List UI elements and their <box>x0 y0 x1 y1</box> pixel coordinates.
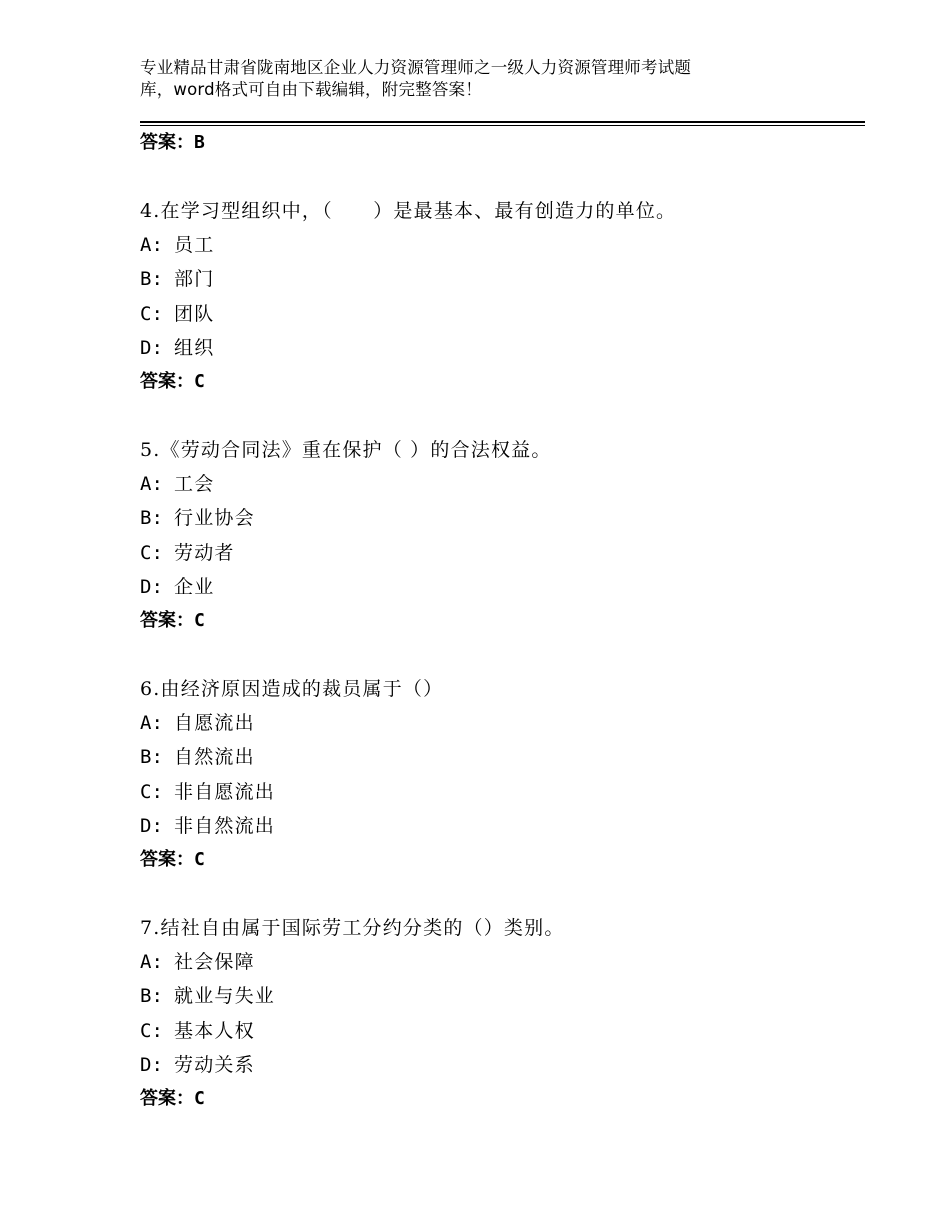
option-letter: D: <box>140 1054 163 1076</box>
option-letter: B: <box>140 268 163 290</box>
answer-value: C <box>194 1088 205 1109</box>
option-text: 自愿流出 <box>174 712 255 734</box>
option-text: 社会保障 <box>174 951 255 973</box>
option-text: 行业协会 <box>174 507 255 529</box>
option-text: 企业 <box>174 576 215 598</box>
option-text: 就业与失业 <box>174 985 276 1007</box>
question-5-option-b <box>140 505 255 531</box>
option-text: 劳动关系 <box>174 1054 255 1076</box>
question-6-text: 6.由经济原因造成的裁员属于（） <box>140 678 444 700</box>
option-letter: A: <box>140 473 163 495</box>
question-5-option-a <box>140 471 214 497</box>
option-text: 部门 <box>174 268 215 290</box>
option-letter: D: <box>140 576 163 598</box>
question-6-option-b <box>140 744 255 770</box>
option-letter: A: <box>140 712 163 734</box>
question-7-option-d <box>140 1052 255 1078</box>
option-text: 团队 <box>174 303 215 325</box>
option-letter: B: <box>140 746 163 768</box>
question-4-option-d <box>140 335 214 361</box>
question-4-option-a <box>140 232 214 258</box>
question-6-option-d <box>140 813 275 839</box>
answer-label: 答案： <box>140 371 194 392</box>
question-7-option-a <box>140 949 255 975</box>
question-6-answer <box>140 848 205 872</box>
question-4-option-b <box>140 266 214 292</box>
answer-label: 答案： <box>140 849 194 870</box>
header-rule-thick <box>140 121 865 123</box>
option-letter: C: <box>140 781 163 803</box>
answer-value: C <box>194 371 205 392</box>
option-letter: B: <box>140 985 163 1007</box>
previous-answer <box>140 131 205 155</box>
answer-value: C <box>194 849 205 870</box>
answer-label: 答案： <box>140 132 194 153</box>
answer-value: C <box>194 610 205 631</box>
question-5-text: 5.《劳动合同法》重在保护（ ）的合法权益。 <box>140 439 552 461</box>
answer-label: 答案： <box>140 610 194 631</box>
option-letter: B: <box>140 507 163 529</box>
option-text: 员工 <box>174 234 215 256</box>
option-text: 组织 <box>174 337 215 359</box>
header-line-1: 专业精品甘肃省陇南地区企业人力资源管理师之一级人力资源管理师考试题 <box>140 58 692 77</box>
option-letter: D: <box>140 337 163 359</box>
option-letter: C: <box>140 303 163 325</box>
document-header <box>140 57 840 101</box>
question-7-text: 7.结社自由属于国际劳工分约分类的（）类别。 <box>140 917 565 939</box>
question-6-option-a <box>140 710 255 736</box>
question-5-option-c <box>140 540 235 566</box>
question-4-text: 4.在学习型组织中，（ ）是最基本、最有创造力的单位。 <box>140 200 677 222</box>
option-text: 自然流出 <box>174 746 255 768</box>
answer-value: B <box>194 132 205 153</box>
question-7-option-c <box>140 1018 255 1044</box>
option-letter: D: <box>140 815 163 837</box>
question-7-answer <box>140 1087 205 1111</box>
answer-label: 答案： <box>140 1088 194 1109</box>
option-letter: C: <box>140 542 163 564</box>
option-text: 基本人权 <box>174 1020 255 1042</box>
question-5-answer <box>140 609 205 633</box>
header-line-2: 库，word格式可自由下载编辑，附完整答案！ <box>140 80 482 99</box>
option-letter: C: <box>140 1020 163 1042</box>
question-6-option-c <box>140 779 275 805</box>
option-text: 劳动者 <box>174 542 235 564</box>
header-rule-thin <box>140 125 865 126</box>
option-letter: A: <box>140 951 163 973</box>
question-4-option-c <box>140 301 214 327</box>
option-letter: A: <box>140 234 163 256</box>
question-7-option-b <box>140 983 275 1009</box>
option-text: 非自愿流出 <box>174 781 276 803</box>
option-text: 非自然流出 <box>174 815 276 837</box>
question-5-option-d <box>140 574 214 600</box>
option-text: 工会 <box>174 473 215 495</box>
question-4-answer <box>140 370 205 394</box>
